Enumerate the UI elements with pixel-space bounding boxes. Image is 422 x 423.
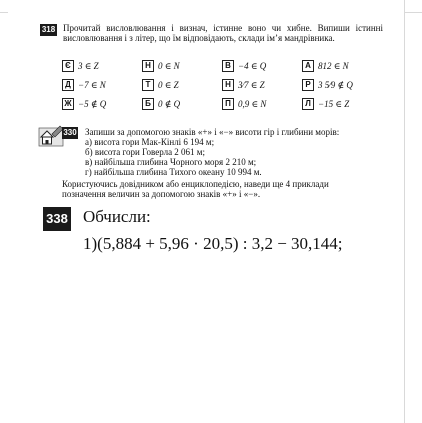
exercise-318-number: 318 [41,25,56,34]
statement-item [62,96,142,112]
statement-expr: 3 ∈ Z [78,60,99,71]
exercise-330-line: б) висота гори Говерла 2 061 м; [85,147,206,157]
exercise-330-line: а) висота гори Мак-Кінлі 6 194 м; [85,137,215,147]
page-edge-line [404,0,405,423]
exercise-338-expression: 1)(5,884 + 5,96 · 20,5) : 3,2 − 30,144; [83,234,343,253]
statement-item [302,58,382,74]
statement-item [222,77,302,93]
statement-expr: −7 ∈ N [78,79,106,90]
statement-expr: −4 ∈ Q [238,60,267,71]
letter-box: П [222,98,234,110]
statements-row [62,77,382,93]
exercise-330-line: г) найбільша глибина Тихого океану 10 994 м. [85,167,262,177]
letter-box: А [302,60,314,72]
statement-expr: 0 ∈ Z [158,79,179,90]
statement-item [62,77,142,93]
statement-expr: 0 ∉ Q [158,98,181,109]
statement-expr: 3⁄7 ∈ Z [238,79,265,90]
exercise-338-number: 338 [43,207,71,231]
statement-expr: 0,9 ∈ N [238,98,267,109]
exercise-330-extra-line: Користуючись довідником або енциклопедією, наведи ще 4 приклади [62,179,329,189]
statement-item [142,96,222,112]
statement-expr: 0 ∈ N [158,60,180,71]
letter-box: Б [142,98,154,110]
statement-expr: −15 ∈ Z [318,98,350,109]
letter-box: Є [62,60,74,72]
statement-item [302,77,382,93]
exercise-330-extra [62,179,384,199]
exercise-330-extra-line: позначення величин за допомогою знаків «+» і «−». [62,189,261,199]
page-edge-line [405,12,422,13]
statements-row [62,58,382,74]
statement-item [222,96,302,112]
exercise-318-text: Прочитай висловлювання і визнач, істинне воно чи хибне. Випиши істинні висловлювання і з літер, що їм відповідають, склади ім’я мандрівника. [63,23,383,43]
letter-box: Н [222,79,234,91]
exercise-330-line: Запиши за допомогою знаків «+» і «−» висоти гір і глибини морів: [85,127,340,137]
statement-item [222,58,302,74]
statements-row [62,96,382,112]
statement-expr: −5 ∉ Q [78,98,107,109]
letter-box: Н [142,60,154,72]
statement-item [62,58,142,74]
statement-expr: 3 5⁄9 ∉ Q [318,79,353,90]
letter-box: Т [142,79,154,91]
exercise-330-text [85,127,385,177]
letter-box: Р [302,79,314,91]
letter-box: В [222,60,234,72]
statement-expr: 812 ∈ N [318,60,349,71]
letter-box: Л [302,98,314,110]
page-edge-line [0,12,8,13]
statement-item [142,58,222,74]
exercise-330-line: в) найбільша глибина Чорного моря 2 210 м; [85,157,257,167]
letter-box: Д [62,79,74,91]
statement-item [142,77,222,93]
house-drawing-icon [38,122,64,148]
statement-item [302,96,382,112]
exercise-338-heading: Обчисли: [83,207,151,226]
letter-box: Ж [62,98,74,110]
exercise-330-number: 330 [63,128,77,137]
statements-grid [62,58,382,115]
